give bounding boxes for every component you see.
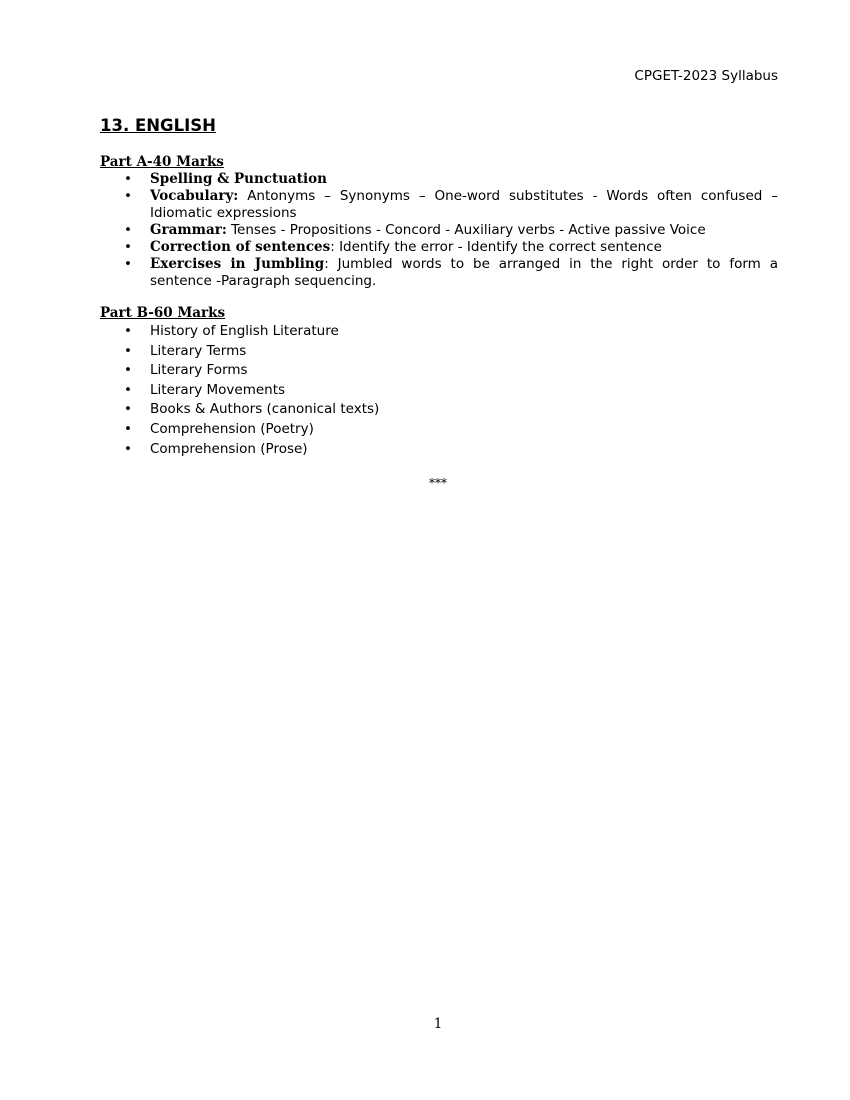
item-text: Books & Authors (canonical texts)	[150, 401, 380, 418]
part-b-list	[100, 322, 778, 459]
list-item	[100, 420, 778, 440]
list-item	[100, 361, 778, 381]
bullet-icon: •	[124, 323, 132, 339]
list-item	[100, 322, 778, 342]
item-text: Comprehension (Poetry)	[150, 420, 314, 437]
bullet-icon: •	[124, 222, 132, 238]
bullet-icon: •	[124, 420, 132, 437]
item-text: Comprehension (Prose)	[150, 440, 308, 457]
list-item	[100, 256, 778, 290]
item-description: Tenses - Propositions - Concord - Auxiliary verbs - Active passive Voice	[226, 222, 706, 238]
list-item	[100, 342, 778, 362]
bullet-icon: •	[124, 440, 132, 457]
part-b-section	[100, 305, 778, 459]
bullet-icon: •	[124, 362, 132, 379]
bullet-icon: •	[124, 401, 132, 418]
part-a-heading: Part A-40 Marks	[100, 154, 224, 170]
item-term: Exercises in Jumbling	[150, 256, 325, 272]
bullet-icon: •	[124, 342, 132, 359]
item-description: Antonyms – Synonyms – One-word substitutes - Words often confused – Idiomatic expressions	[150, 188, 778, 221]
list-item	[100, 381, 778, 401]
part-a-list	[100, 171, 778, 290]
bullet-icon: •	[124, 188, 132, 204]
item-term: Grammar:	[150, 222, 227, 238]
list-item	[100, 440, 778, 460]
list-item	[100, 171, 778, 188]
list-item	[100, 239, 778, 256]
list-item	[100, 400, 778, 420]
bullet-icon: •	[124, 239, 132, 255]
list-item	[100, 222, 778, 239]
item-description: : Identify the error - Identify the correct sentence	[330, 239, 662, 255]
bullet-icon: •	[124, 381, 132, 398]
page-header: CPGET-2023 Syllabus	[634, 68, 778, 84]
item-text: Literary Forms	[150, 362, 248, 379]
item-description: : Jumbled words to be arranged in the right order to form a sentence -Paragraph sequencing.	[150, 256, 778, 289]
item-term: Vocabulary:	[150, 188, 239, 204]
page-title: 13. ENGLISH	[100, 116, 216, 135]
item-term: Spelling & Punctuation	[150, 171, 327, 187]
item-text: Literary Terms	[150, 342, 247, 359]
part-b-heading: Part B-60 Marks	[100, 305, 226, 321]
list-item	[100, 188, 778, 222]
bullet-icon: •	[124, 171, 132, 187]
item-text: Literary Movements	[150, 381, 286, 398]
item-term: Correction of sentences	[150, 239, 331, 255]
page-number: 1	[433, 1016, 443, 1032]
section-separator: ***	[429, 476, 447, 490]
item-text: History of English Literature	[150, 323, 339, 339]
part-a-section	[100, 154, 778, 290]
bullet-icon: •	[124, 256, 132, 272]
